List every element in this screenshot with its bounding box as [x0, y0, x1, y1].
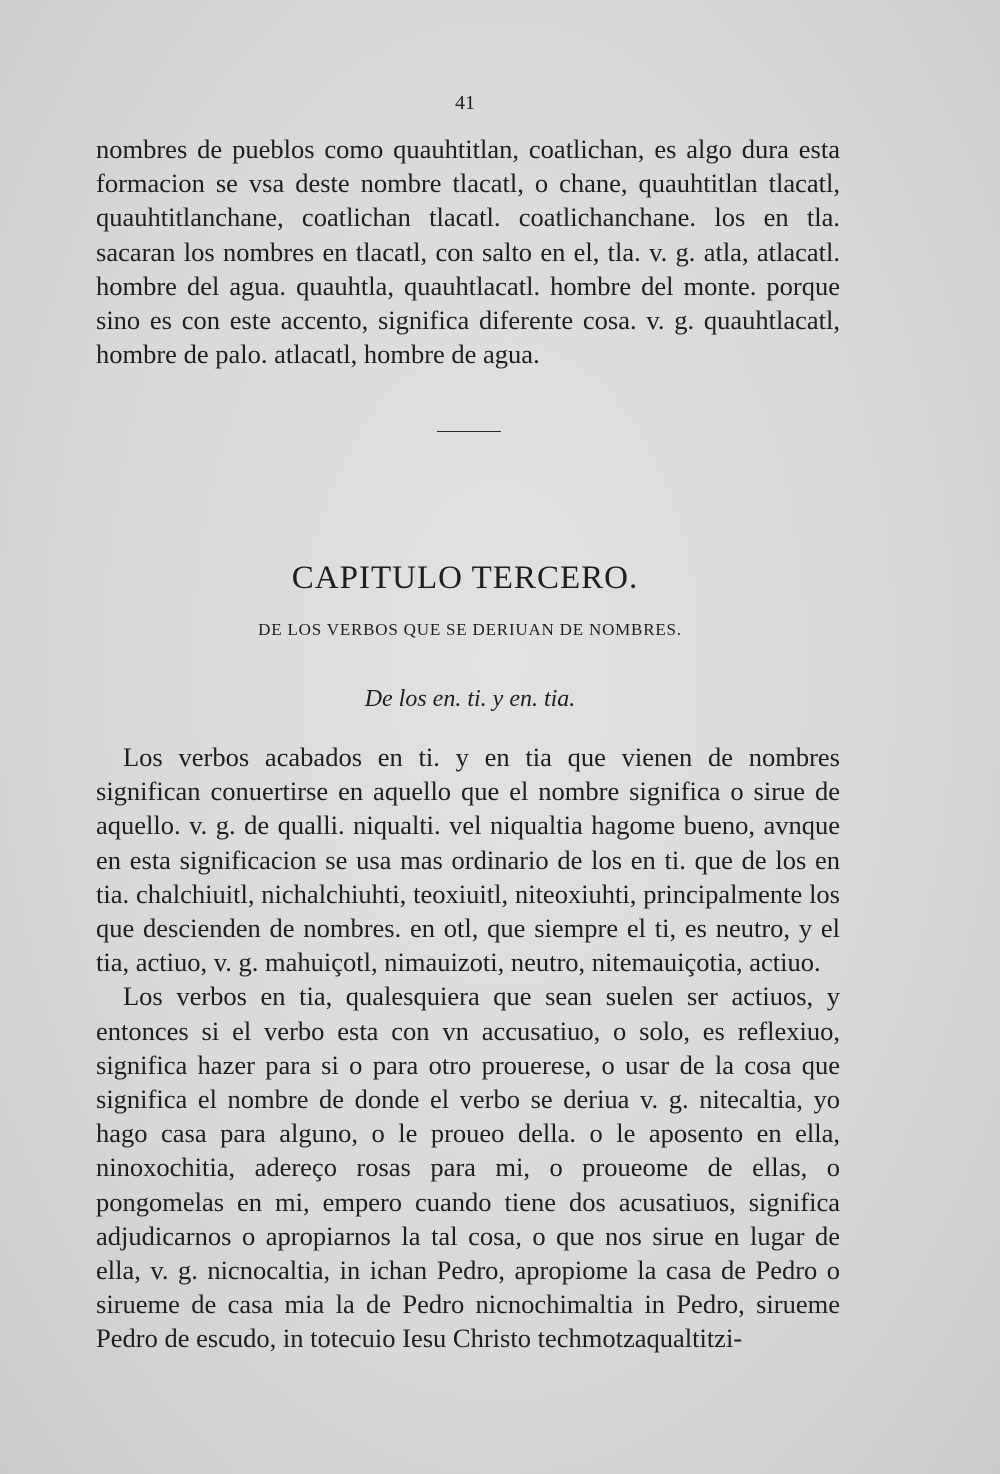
- paragraph-2: Los verbos en tia, qualesquiera que sean suelen ser actiuos, y entonces si el verbo esta con vn accusatiuo, o solo, es reflexiuo, significa hazer para si o para otro prouerese, o usar de la cosa que significa el nombre de donde el verbo se deriua v. g. nitecaltia, yo hago casa para alguno, o le proueo della. o le aposento en ella, ninoxochitia, adereço rosas para mi, o proueome de ellas, o pongomelas en mi, empero cuando tiene dos acusatiuos, significa adjudicarnos o apropiarnos la tal cosa, o que nos sirue en lugar de ella, v. g. nicnocaltia, in ichan Pedro, apropiome la casa de Pedro o sirueme de casa mia la de Pedro nicnochimaltia in Pedro, sirueme Pedro de escudo, in totecuio Iesu Christo techmotzaqualtitzi-: [96, 981, 840, 1354]
- text-block-top: [96, 132, 840, 371]
- paragraph-continued: nombres de pueblos como quauhtitlan, coatlichan, es algo dura esta formacion se vsa deste nombre tlacatl, o chane, quauhtitlan tlacatl, quauhtitlanchane, coatlichan tlacatl. coatlichanchane. los en tla. sacaran los nombres en tlacatl, con salto en el, tla. v. g. atla, atlacatl. hombre del agua. quauhtla, quauhtlacatl. hombre del monte. porque sino es con este accento, significa diferente cosa. v. g. quauhtlacatl, hombre de palo. atlacatl, hombre de agua.: [96, 134, 840, 370]
- section-heading: De los en. ti. y en. tia.: [364, 686, 576, 712]
- chapter-subtitle: DE LOS VERBOS QUE SE DERIUAN DE NOMBRES.: [258, 620, 682, 639]
- text-block-body: [96, 740, 840, 1356]
- chapter-title: CAPITULO TERCERO.: [291, 560, 639, 596]
- section-divider: [437, 431, 501, 432]
- paragraph-1: Los verbos acabados en ti. y en tia que vienen de nombres significan conuertirse en aquello que el nombre significa o sirue de aquello. v. g. de qualli. niqualti. vel niqualtia hagome bueno, avnque en esta significacion se usa mas ordinario de los en ti. que de los en tia. chalchiuitl, nichalchiuhti, teoxiuitl, niteoxiuhti, principalmente los que descienden de nombres. en otl, que siempre el ti, es neutro, y el tia, actiuo, v. g. mahuiçotl, nimauizoti, neutro, nitemauiçotia, actiuo.: [96, 742, 840, 978]
- page-number: 41: [455, 92, 475, 114]
